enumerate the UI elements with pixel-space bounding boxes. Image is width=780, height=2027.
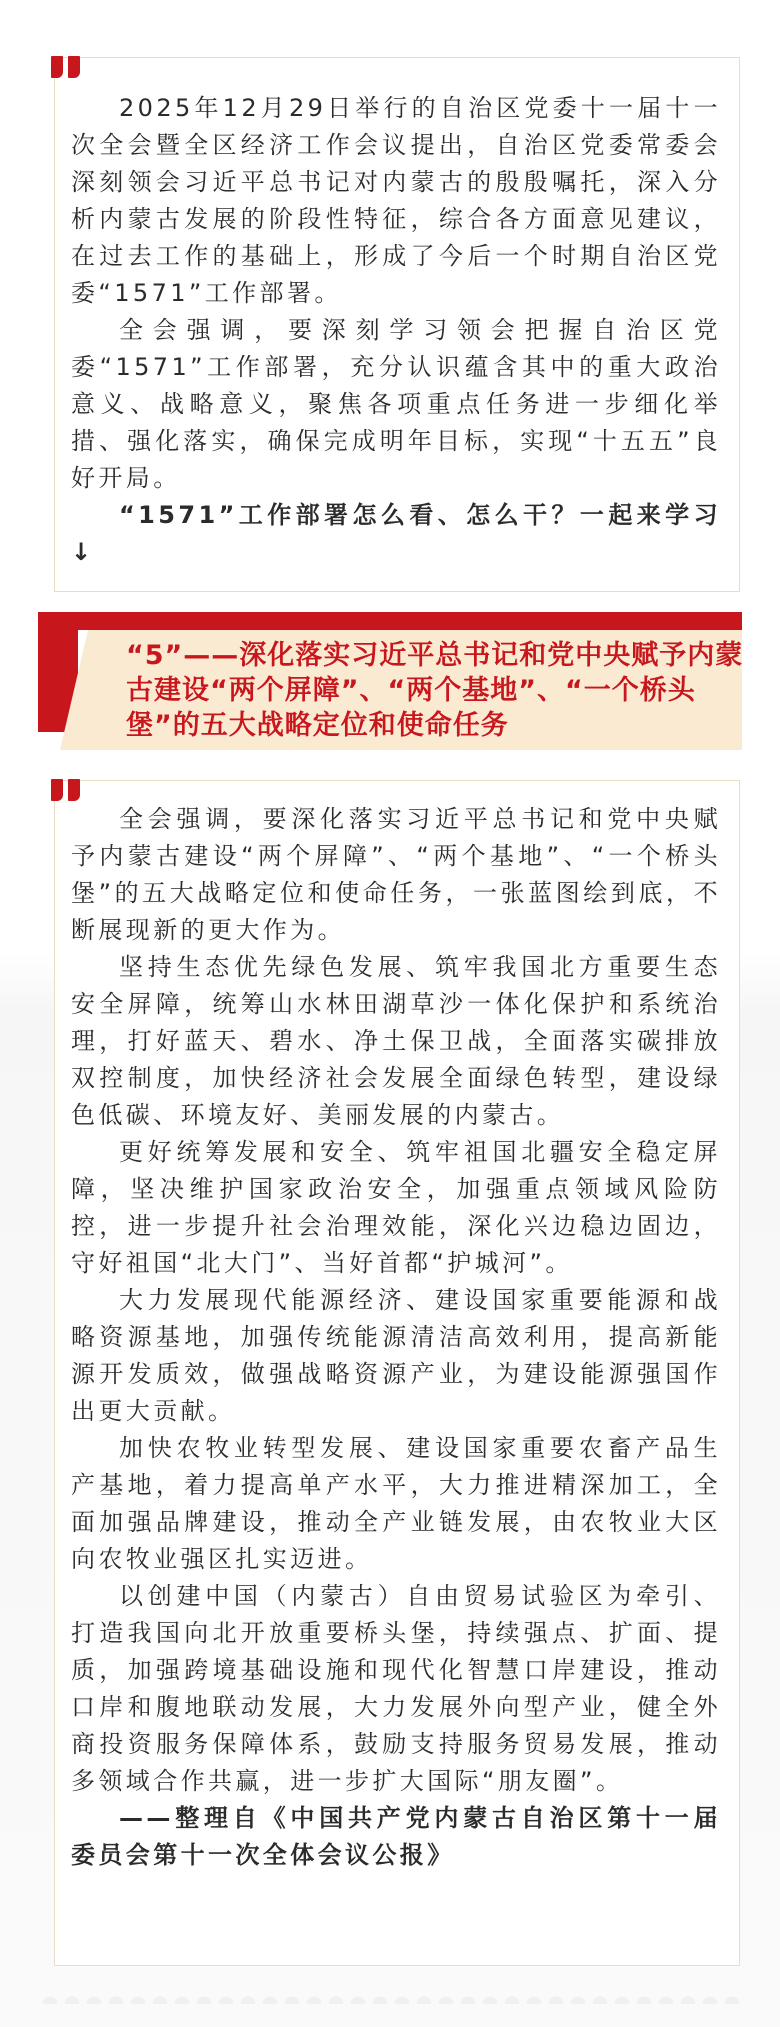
- section-paragraph-1: 全会强调，要深化落实习近平总书记和党中央赋予内蒙古建设“两个屏障”、“两个基地”、“一个桥头堡”的五大战略定位和使命任务，一张蓝图绘到底，不断展现新的更大作为。: [71, 805, 721, 944]
- section-text: [71, 801, 721, 1874]
- section-paragraph-4: 大力发展现代能源经济、建设国家重要能源和战略资源基地，加强传统能源清洁高效利用，提高新能源开发质效，做强战略资源产业，为建设能源强国作出更大贡献。: [71, 1286, 721, 1425]
- intro-paragraph-2: 全会强调，要深刻学习领会把握自治区党委“1571”工作部署，充分认识蕴含其中的重大政治意义、战略意义，聚焦各项重点任务进一步细化举措、强化落实，确保完成明年目标，实现“十五五”良好开局。: [71, 316, 721, 492]
- intro-lead: “1571”工作部署怎么看、怎么干？一起来学习↓: [71, 501, 721, 566]
- quote-mark-icon: [51, 56, 85, 78]
- section-paragraph-5: 加快农牧业转型发展、建设国家重要农畜产品生产基地，着力提高单产水平，大力推进精深加工，全面加强品牌建设，推动全产业链发展，由农牧业大区向农牧业强区扎实迈进。: [71, 1434, 721, 1573]
- banner-top-bar: [38, 612, 742, 630]
- intro-paragraph-1: 2025年12月29日举行的自治区党委十一届十一次全会暨全区经济工作会议提出，自治区党委常委会深刻领会习近平总书记对内蒙古的殷殷嘱托，深入分析内蒙古发展的阶段性特征，综合各方面意见建议，在过去工作的基础上，形成了今后一个时期自治区党委“1571”工作部署。: [71, 94, 721, 307]
- section-title: “5”——深化落实习近平总书记和党中央赋予内蒙古建设“两个屏障”、“两个基地”、“一个桥头堡”的五大战略定位和使命任务: [126, 640, 744, 741]
- source-citation: ——整理自《中国共产党内蒙古自治区第十一届委员会第十一次全体会议公报》: [71, 1804, 721, 1869]
- bottom-wave-decoration: [40, 1990, 740, 2004]
- section-card: [54, 780, 740, 1966]
- section-paragraph-2: 坚持生态优先绿色发展、筑牢我国北方重要生态安全屏障，统筹山水林田湖草沙一体化保护和系统治理，打好蓝天、碧水、净土保卫战，全面落实碳排放双控制度，加快经济社会发展全面绿色转型，建设绿色低碳、环境友好、美丽发展的内蒙古。: [71, 953, 721, 1129]
- intro-text: [71, 90, 721, 571]
- section-paragraph-6: 以创建中国（内蒙古）自由贸易试验区为牵引、打造我国向北开放重要桥头堡，持续强点、扩面、提质，加强跨境基础设施和现代化智慧口岸建设，推动口岸和腹地联动发展，大力发展外向型产业，健全外商投资服务保障体系，鼓励支持服务贸易发展，推动多领域合作共赢，进一步扩大国际“朋友圈”。: [71, 1582, 721, 1795]
- section-paragraph-3: 更好统筹发展和安全、筑牢祖国北疆安全稳定屏障，坚决维护国家政治安全，加强重点领域风险防控，进一步提升社会治理效能，深化兴边稳边固边，守好祖国“北大门”、当好首都“护城河”。: [71, 1138, 721, 1277]
- section-banner: [38, 612, 742, 750]
- intro-card: [54, 57, 740, 592]
- quote-mark-icon: [51, 779, 85, 801]
